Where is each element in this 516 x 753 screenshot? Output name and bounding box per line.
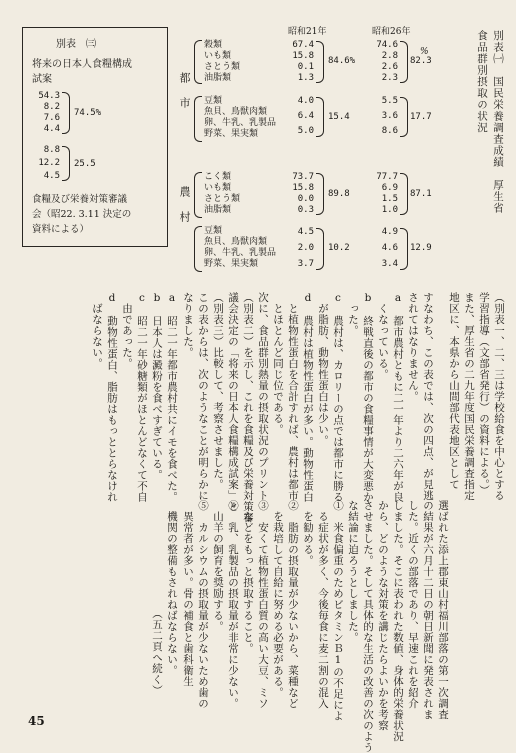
box-source: 資料による） bbox=[32, 224, 90, 235]
value-1946: 3.7 bbox=[297, 259, 314, 269]
value-1946: 0.1 bbox=[297, 62, 314, 72]
box-subtitle-2: 試案 bbox=[32, 74, 52, 85]
right-brace bbox=[316, 41, 324, 83]
body-text-line: った。 bbox=[347, 292, 359, 336]
body-text-line: また、厚生省の二九年度国民栄養調査指定 bbox=[463, 292, 475, 501]
box-value: 4.4 bbox=[43, 124, 60, 134]
value-1951: 2.3 bbox=[381, 73, 398, 83]
food-item: 穀類 bbox=[204, 40, 223, 50]
box-value: 8.8 bbox=[43, 145, 60, 155]
food-item: いも類 bbox=[204, 183, 232, 193]
body-text-line: くなっている。 bbox=[377, 292, 389, 380]
body-text-line: しました。そこに表われた数値、身体的栄養状況 bbox=[392, 500, 404, 742]
body-text-line: ④ 乳、乳製品の摂取量が非常に少ない。 bbox=[227, 500, 239, 709]
year-header-1951: 昭和26年 bbox=[372, 27, 411, 37]
value-1946: 0.0 bbox=[297, 194, 314, 204]
value-1951: 2.6 bbox=[381, 62, 398, 72]
value-1951: 2.8 bbox=[381, 51, 398, 61]
group-percent-1951: 12.9 bbox=[410, 243, 432, 253]
body-text-line: とほとんど同じ位である。 bbox=[272, 292, 284, 435]
body-text-line: ② 脂肪の摂取量が少ないから、菜種など bbox=[287, 500, 299, 709]
value-1946: 0.3 bbox=[297, 205, 314, 215]
value-1946: 15.8 bbox=[292, 183, 314, 193]
body-text-line: と植物性蛋白を合計すれば、農村は都市 bbox=[287, 292, 299, 501]
body-text-line: 選ばれた添上郡東山村福川部落の第一次調査 bbox=[437, 500, 449, 720]
body-text-line: な結論に迫ろうとしました。 bbox=[347, 500, 359, 643]
right-brace bbox=[316, 173, 324, 215]
box-value: 8.2 bbox=[43, 102, 60, 112]
body-text-line: d 農村は植物性蛋白が多い。動物性蛋白 bbox=[302, 292, 314, 503]
box-value: 12.2 bbox=[38, 158, 60, 168]
right-brace bbox=[400, 228, 408, 270]
body-text-line: 機関の整備もされねばならない。 bbox=[166, 500, 178, 676]
body-text-line: させました。そして具体的な生活の改善の次のよう bbox=[362, 500, 374, 753]
food-item: 卵、牛乳、乳製品 bbox=[204, 118, 277, 128]
body-text-line: この表からは、次のようなことが明らかに bbox=[197, 292, 209, 501]
group-percent-1946: 84.6% bbox=[328, 56, 356, 66]
food-item: さとう類 bbox=[204, 194, 241, 204]
value-1951: 4.6 bbox=[381, 243, 398, 253]
body-text-line: a 都市農村ともに二一年より二六年が良 bbox=[392, 292, 404, 503]
food-item: 油脂類 bbox=[204, 205, 232, 215]
body-text-line: ③ 安くて植物性蛋白質の高い大豆、ミソ bbox=[257, 500, 269, 709]
urban-label: 都市 bbox=[178, 72, 191, 122]
food-item: さとう類 bbox=[204, 62, 241, 72]
left-brace bbox=[194, 172, 202, 218]
body-text-line: の結果が六月十二日の朝日新聞に発表されま bbox=[422, 500, 434, 720]
value-1951: 3.4 bbox=[381, 259, 398, 269]
body-text-line: b 日本人は澱粉を食べすぎている。 bbox=[151, 292, 163, 481]
body-text-line: ⑤ カルシウムの摂取量が少ないため歯の bbox=[197, 500, 209, 709]
box-group-percent: 25.5 bbox=[74, 159, 96, 169]
left-brace bbox=[194, 40, 202, 84]
value-1951: 77.7 bbox=[376, 172, 398, 182]
body-text-line: 議会決定の「将来の日本人食糧構成試案」と bbox=[227, 292, 239, 512]
body-text-line: 地区に、本県から山間部代表地区として bbox=[448, 292, 460, 490]
body-text-line: から、どのような対策を講じたらよいかを考察 bbox=[377, 500, 389, 731]
group-percent-1951: 82.3 bbox=[410, 56, 432, 66]
body-text-line: （別表二）を示し、これを食糧及び栄養対策審 bbox=[242, 292, 254, 523]
value-1946: 5.0 bbox=[297, 126, 314, 136]
body-text-line: が脂肪、動物性蛋白は少い。 bbox=[317, 292, 329, 446]
body-text-line: などをもっと摂取すること。 bbox=[242, 500, 254, 654]
food-item: 豆類 bbox=[204, 96, 223, 106]
value-1946: 15.8 bbox=[292, 51, 314, 61]
body-text-line: 山羊の飼育を奨励する。 bbox=[212, 500, 224, 632]
body-text-line: を勧める。 bbox=[302, 500, 314, 566]
body-text-line: a 昭二一年都市農村共にイモを食べた。 bbox=[166, 292, 178, 503]
value-1951: 8.6 bbox=[381, 126, 398, 136]
value-1946: 4.5 bbox=[297, 227, 314, 237]
box-value: 7.6 bbox=[43, 113, 60, 123]
body-text-line: ばならない。 bbox=[91, 292, 103, 369]
body-text-line: されてはなりません。 bbox=[407, 292, 419, 402]
table-title: 別表㈠ 国民栄養調査成績 厚生省 bbox=[492, 30, 504, 214]
table-subtitle: 食品群別摂取の状況 bbox=[476, 30, 488, 134]
food-item: 魚貝、鳥獣肉類 bbox=[204, 107, 268, 117]
box-value: 4.5 bbox=[43, 171, 60, 181]
food-item: こく類 bbox=[204, 172, 232, 182]
body-text-line: なりました。 bbox=[182, 292, 194, 358]
box-source: 食糧及び栄養対策審議 bbox=[32, 194, 128, 205]
value-1951: 1.5 bbox=[381, 194, 398, 204]
group-percent-1946: 89.8 bbox=[328, 189, 350, 199]
right-brace bbox=[400, 173, 408, 215]
body-text-line: （別表一、二、三は学校給食を中心とする bbox=[493, 292, 505, 501]
group-percent-1946: 15.4 bbox=[328, 112, 350, 122]
value-1946: 6.4 bbox=[297, 111, 314, 121]
value-1951: 6.9 bbox=[381, 183, 398, 193]
left-brace bbox=[194, 96, 202, 142]
food-item: 豆類 bbox=[204, 226, 223, 236]
value-1946: 2.0 bbox=[297, 243, 314, 253]
food-item: 野菜、果実類 bbox=[204, 259, 259, 269]
right-brace bbox=[400, 97, 408, 137]
right-brace bbox=[316, 228, 324, 270]
page-number: 45 bbox=[28, 714, 45, 728]
right-brace bbox=[316, 97, 324, 137]
value-1951: 3.6 bbox=[381, 111, 398, 121]
percent-unit: % bbox=[420, 47, 429, 57]
body-text-line: ① 米食偏重のためビタミンＢ1の不足によ bbox=[332, 500, 344, 722]
box-value: 54.3 bbox=[38, 91, 60, 101]
body-text-line: 学習指導（文部省発行）の資料による。） bbox=[478, 292, 490, 496]
box-group-percent: 74.5% bbox=[74, 108, 102, 118]
food-item: 野菜、果実類 bbox=[204, 129, 259, 139]
body-text-line: 次に、食品群別熱量の摂取状況のプリント bbox=[257, 292, 269, 501]
body-text-line: d 動物性蛋白、脂肪はもっととらなけれ bbox=[106, 292, 118, 503]
value-1951: 1.0 bbox=[381, 205, 398, 215]
body-text-line: した。近くの部落であり、早速これを紹介 bbox=[407, 500, 419, 709]
group-percent-1951: 17.7 bbox=[410, 112, 432, 122]
rural-label: 農村 bbox=[178, 186, 191, 236]
value-1951: 4.9 bbox=[381, 227, 398, 237]
body-text-line: 由であった。 bbox=[121, 292, 133, 369]
body-text-line: c 昭二一年砂糖類がほとんどなくて不自 bbox=[136, 292, 148, 503]
group-percent-1951: 87.1 bbox=[410, 189, 432, 199]
right-brace bbox=[62, 92, 70, 134]
value-1946: 73.7 bbox=[292, 172, 314, 182]
year-header-1946: 昭和21年 bbox=[288, 27, 327, 37]
value-1951: 74.6 bbox=[376, 40, 398, 50]
box-subtitle: 将来の日本人食糧構成 bbox=[32, 59, 132, 70]
food-item: 油脂類 bbox=[204, 73, 232, 83]
value-1946: 1.3 bbox=[297, 73, 314, 83]
continued-note: （五二頁へ続く） bbox=[151, 608, 163, 696]
group-percent-1946: 10.2 bbox=[328, 243, 350, 253]
box-title: 別表 ㈢ bbox=[56, 39, 96, 50]
right-brace bbox=[400, 41, 408, 83]
left-brace bbox=[194, 226, 202, 272]
box-source: 会（昭22. 3.11 決定の bbox=[32, 209, 132, 220]
right-brace bbox=[62, 146, 70, 181]
food-item: 卵、牛乳、乳製品 bbox=[204, 248, 277, 258]
body-text-line: （別表三）比較して、考察させました。 bbox=[212, 292, 224, 490]
value-1951: 5.5 bbox=[381, 96, 398, 106]
value-1946: 67.4 bbox=[292, 40, 314, 50]
body-text-line: 異常者が多い。骨の補食と歯科衛生 bbox=[182, 500, 194, 687]
body-text-line: を栽培して自給に努める必要がある。 bbox=[272, 500, 284, 698]
food-item: いも類 bbox=[204, 51, 232, 61]
food-item: 魚貝、鳥獣肉類 bbox=[204, 237, 268, 247]
body-text-line: る症状が多く、今後毎食に麦二割の混入 bbox=[317, 500, 329, 709]
body-text-line: すなわち、この表では、次の四点、が見逃 bbox=[422, 292, 434, 501]
body-text-line: c 農村は、カロリーの点では都市に勝る bbox=[332, 292, 344, 503]
value-1946: 4.0 bbox=[297, 96, 314, 106]
body-text-line: b 終戦直後の都市の食糧事情が大変悪か bbox=[362, 292, 374, 503]
